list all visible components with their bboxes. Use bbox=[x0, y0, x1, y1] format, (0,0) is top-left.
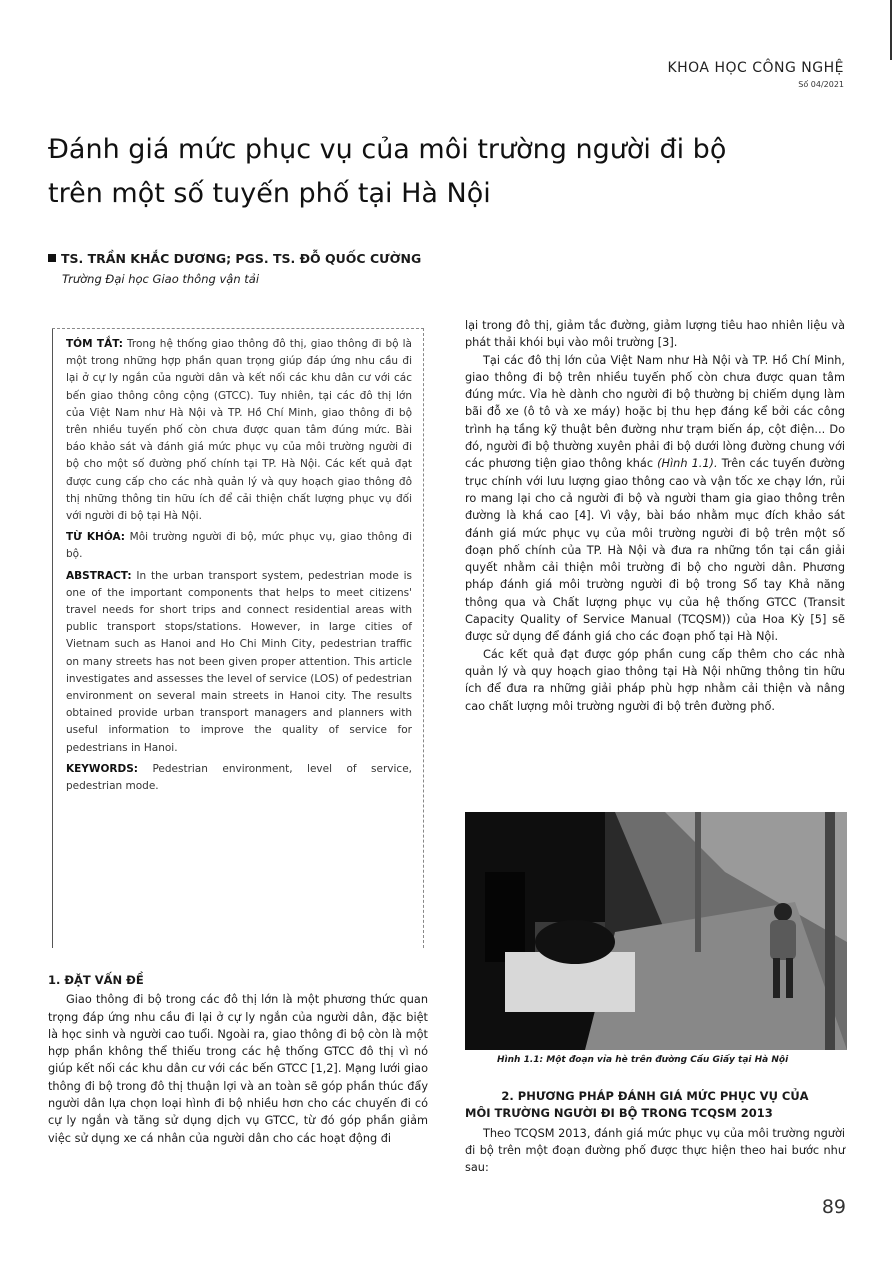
keywords-vi-label: TỪ KHÓA: bbox=[66, 531, 126, 544]
section-1-paragraph-2 bbox=[465, 352, 845, 646]
abstract-vi-text: Trong hệ thống giao thông đô thị, giao thông đi bộ là một trong những hợp phần quan trọng giúp đáp ứng nhu cầu đi lại ở cự ly ngắn của người dân và kết nối các khu dân cư với các bến giao thông công cộng (GTCC). Tuy nhiên, tại các đô thị lớn của Việt Nam như Hà Nội và TP. Hồ Chí Minh, giao thông đi bộ trên nhiều tuyến phố còn chưa được quan tâm đúng mức. Bài báo khảo sát và đánh giá mức phục vụ của môi trường người đi bộ cho một số đường phố chính tại TP. Hà Nội. Các kết quả đạt được cung cấp cho các nhà quản lý và quy hoạch giao thông đô thị những thông tin hữu ích để cải thiện chất lượng phục vụ đối với người đi bộ tại Hà Nội. bbox=[66, 338, 412, 523]
abstract-en-label: ABSTRACT: bbox=[66, 569, 132, 582]
keywords-en-label: KEYWORDS: bbox=[66, 762, 138, 775]
authors bbox=[48, 251, 421, 266]
keywords-vi-text: Môi trường người đi bộ, mức phục vụ, giao thông đi bộ. bbox=[66, 531, 413, 561]
section-2-heading-line-2: MÔI TRƯỜNG NGƯỜI ĐI BỘ TRONG TCQSM 2013 bbox=[465, 1106, 773, 1121]
right-column-body bbox=[465, 317, 845, 715]
section-2-heading-line-1: 2. PHƯƠNG PHÁP ĐÁNH GIÁ MỨC PHỤC VỤ CỦA bbox=[501, 1089, 809, 1103]
section-2-heading bbox=[465, 1088, 845, 1123]
section-1-paragraph-1: Giao thông đi bộ trong các đô thị lớn là một phương thức quan trọng đáp ứng nhu cầu đi lại ở cự ly ngắn của người dân, đặc biệt là học sinh và người cao tuổi. Ngoài ra, giao thông đi bộ còn là một hợp phần không thể thiếu trong các hệ thống GTCC đô thị vì nó giúp kết nối các khu dân cư với các bến GTCC [1,2]. Mạng lưới giao thông đi bộ trong đô thị thuận lợi và an toàn sẽ góp phần thúc đẩy người dân lựa chọn loại hình đi bộ nhiều hơn cho các chuyến đi có cự ly ngắn và tăng sử dụng dịch vụ GTCC, từ đó góp phần giảm việc sử dụng xe cá nhân của người dân cho các hoạt động đi bbox=[48, 993, 428, 1145]
abstract-en-text: In the urban transport system, pedestrian mode is one of the important components that helps to meet citizens' travel needs for short trips and connect residential areas with public transport stops/stations. However, in large cities of Vietnam such as Hanoi and Ho Chi Minh City, pedestrian traffic on many streets has not been given proper attention. This article investigates and assesses the level of service (LOS) of pedestrian environment on several main streets in Hanoi city. The results obtained provide urban transport managers and planners with useful information to improve the quality of service for pedestrians in Hanoi. bbox=[66, 569, 412, 754]
section-1-paragraph-3: Các kết quả đạt được góp phần cung cấp thêm cho các nhà quản lý và quy hoạch giao thông tại Hà Nội những thông tin hữu ích để đưa ra những giải pháp phù hợp nhằm cải thiện và nâng cao chất lượng môi trường người đi bộ trên đường phố. bbox=[465, 647, 845, 713]
section-2-paragraph-1: Theo TCQSM 2013, đánh giá mức phục vụ của môi trường người đi bộ trên một đoạn đường phố được thực hiện theo hai bước như sau: bbox=[465, 1126, 845, 1175]
abstract-border-right bbox=[422, 328, 424, 948]
abstract-content bbox=[66, 336, 412, 799]
article-title bbox=[48, 128, 808, 216]
affiliation: Trường Đại học Giao thông vận tải bbox=[62, 272, 260, 286]
keywords-en bbox=[66, 761, 412, 795]
title-line-2: trên một số tuyến phố tại Hà Nội bbox=[48, 178, 491, 209]
issue-number: Số 04/2021 bbox=[798, 80, 844, 89]
section-2 bbox=[465, 1088, 845, 1176]
abstract-box bbox=[52, 328, 424, 948]
abstract-en bbox=[66, 568, 412, 757]
street-photo-illustration bbox=[465, 812, 847, 1050]
authors-text: TS. TRẦN KHẮC DƯƠNG; PGS. TS. ĐỖ QUỐC CƯỜNG bbox=[61, 251, 422, 266]
figure-1-1-caption: Hình 1.1: Một đoạn vỉa hè trên đường Cầu Giấy tại Hà Nội bbox=[497, 1055, 789, 1065]
abstract-vi bbox=[66, 336, 412, 525]
keywords-en-text: Pedestrian environment, level of service, pedestrian mode. bbox=[66, 762, 412, 793]
abstract-vi-label: TÓM TẮT: bbox=[66, 338, 123, 350]
p2-text-rest: Trên các tuyến đường trục chính với lưu lượng giao thông cao và vận tốc xe chạy lớn, rủi ro mang lại cho cả người đi bộ và người tham gia giao thông trên đường là khá cao [4]. Vì vậy, bài báo nhằm mục đích khảo sát đánh giá mức phục vụ của môi trường người đi bộ trên một số đoạn phố chính của TP. Hà Nội và đưa ra những tồn tại cần giải quyết nhằm cải thiện môi trường đi bộ cho người dân. Phương pháp đánh giá môi trường người đi bộ trong Sổ tay Khả năng thông qua và Chất lượng phục vụ của hệ thống GTCC (Transit Capacity Quality of Service Manual (TCQSM)) của Hoa Kỳ [5] sẽ được sử dụng để đánh giá cho các đoạn phố tại Hà Nội. bbox=[465, 457, 845, 644]
page-edge-mark bbox=[890, 0, 892, 60]
left-column-body bbox=[48, 972, 428, 1147]
section-1-paragraph-1-cont: lại trong đô thị, giảm tắc đường, giảm lượng tiêu hao nhiên liệu và phát thải khói bụi vào môi trường [3]. bbox=[465, 319, 845, 350]
bullet-square-icon bbox=[48, 254, 56, 262]
title-line-1: Đánh giá mức phục vụ của môi trường người đi bộ bbox=[48, 134, 727, 165]
keywords-vi bbox=[66, 529, 412, 563]
abstract-border-left bbox=[52, 328, 53, 948]
figure-1-1-photo bbox=[465, 812, 847, 1050]
section-1-heading: 1. ĐẶT VẤN ĐỀ bbox=[48, 973, 144, 987]
abstract-border-top bbox=[52, 328, 424, 330]
page-number: 89 bbox=[821, 1196, 846, 1218]
p2-text: Tại các đô thị lớn của Việt Nam như Hà Nội và TP. Hồ Chí Minh, giao thông đi bộ trên nhiều tuyến phố còn chưa được quan tâm đúng mức. Vỉa hè dành cho người đi bộ thường bị chiếm dụng làm bãi đỗ xe (ô tô và xe máy) hoặc bị thu hẹp đáng kể bởi các công trình hạ tầng kỹ thuật bên đường như trạm biến áp, cột điện... Do đó, người đi bộ thường xuyên phải đi bộ dưới lòng đường chung với các phương tiện giao thông khác bbox=[465, 353, 845, 471]
p2-figure-ref: (Hình 1.1). bbox=[657, 457, 718, 471]
section-header: KHOA HỌC CÔNG NGHỆ bbox=[667, 60, 844, 76]
